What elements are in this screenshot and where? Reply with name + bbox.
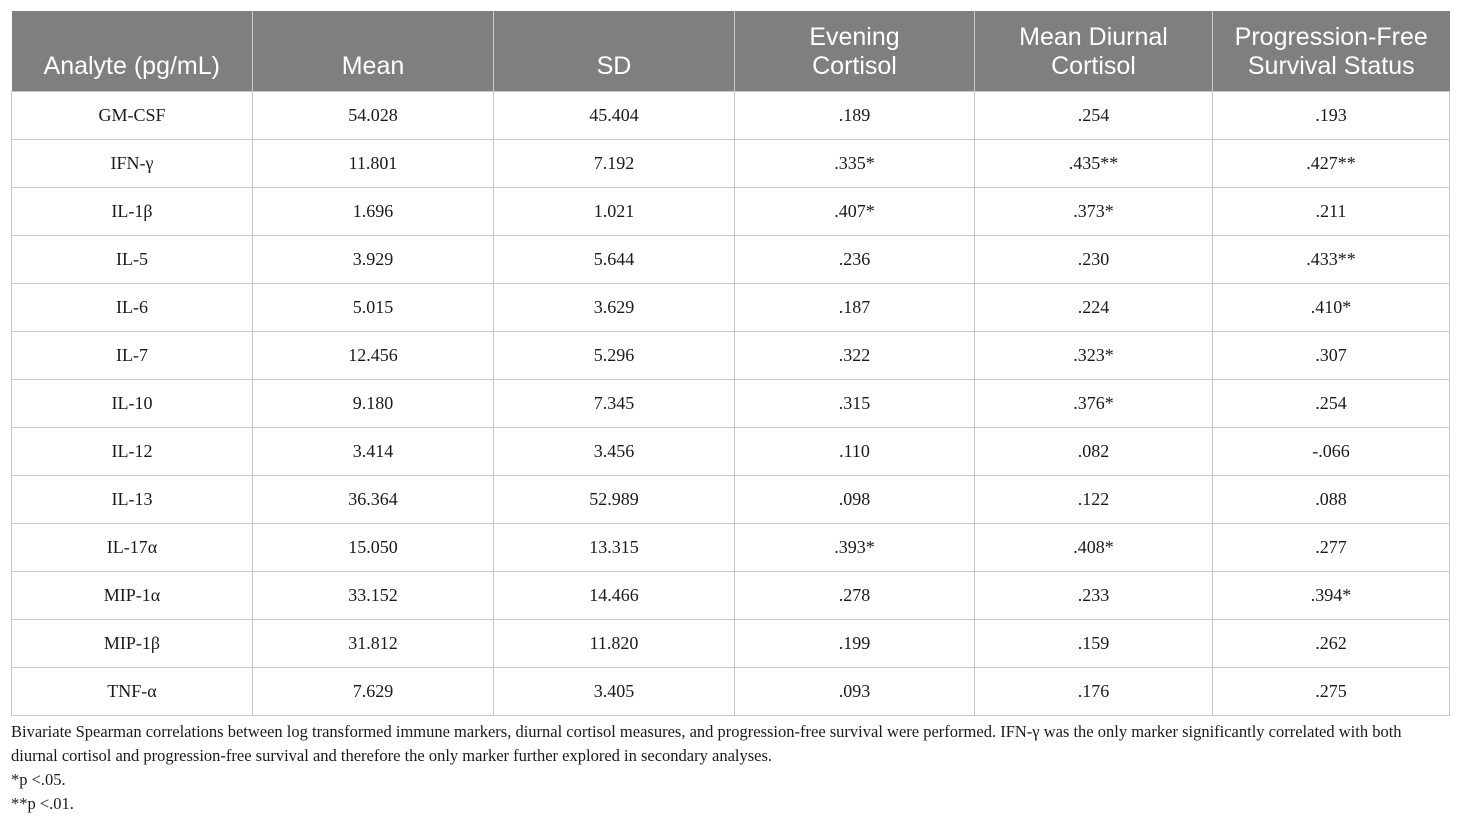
- cell-pfs-status: .410*: [1213, 283, 1450, 331]
- cell-pfs-status: .433**: [1213, 235, 1450, 283]
- table-row: [12, 139, 1450, 187]
- cell-analyte: IL-7: [12, 331, 253, 379]
- cell-mean-diurnal-cortisol: .435**: [975, 139, 1213, 187]
- cell-sd: 1.021: [494, 187, 735, 235]
- cell-sd: 3.456: [494, 427, 735, 475]
- cell-mean: 7.629: [253, 667, 494, 715]
- cell-mean-diurnal-cortisol: .176: [975, 667, 1213, 715]
- cell-mean: 11.801: [253, 139, 494, 187]
- header-sd-label: SD: [596, 51, 632, 80]
- header-mean: [253, 11, 494, 91]
- header-row: [12, 11, 1450, 91]
- cell-sd: 45.404: [494, 91, 735, 139]
- table-row: [12, 379, 1450, 427]
- cell-sd: 52.989: [494, 475, 735, 523]
- header-pfs-line1: Progression-Free: [1234, 22, 1428, 51]
- cell-sd: 5.644: [494, 235, 735, 283]
- cell-evening-cortisol: .098: [735, 475, 975, 523]
- cell-mean: 15.050: [253, 523, 494, 571]
- cell-mean: 12.456: [253, 331, 494, 379]
- cell-sd: 5.296: [494, 331, 735, 379]
- cell-analyte: GM-CSF: [12, 91, 253, 139]
- table-row: [12, 187, 1450, 235]
- cell-analyte: MIP-1α: [12, 571, 253, 619]
- table-row: [12, 523, 1450, 571]
- cell-mean-diurnal-cortisol: .159: [975, 619, 1213, 667]
- cell-analyte: IL-17α: [12, 523, 253, 571]
- cell-evening-cortisol: .187: [735, 283, 975, 331]
- cell-evening-cortisol: .236: [735, 235, 975, 283]
- cell-mean: 31.812: [253, 619, 494, 667]
- cell-mean-diurnal-cortisol: .230: [975, 235, 1213, 283]
- cell-evening-cortisol: .322: [735, 331, 975, 379]
- cell-analyte: IFN-γ: [12, 139, 253, 187]
- cell-mean-diurnal-cortisol: .323*: [975, 331, 1213, 379]
- cell-mean-diurnal-cortisol: .122: [975, 475, 1213, 523]
- cell-pfs-status: .262: [1213, 619, 1450, 667]
- cell-evening-cortisol: .110: [735, 427, 975, 475]
- cell-mean: 1.696: [253, 187, 494, 235]
- cell-analyte: IL-5: [12, 235, 253, 283]
- cell-pfs-status: .211: [1213, 187, 1450, 235]
- cell-analyte: IL-6: [12, 283, 253, 331]
- header-mean-diurnal-cortisol-line2: Cortisol: [1051, 51, 1136, 80]
- cell-analyte: MIP-1β: [12, 619, 253, 667]
- cell-evening-cortisol: .093: [735, 667, 975, 715]
- header-sd: [494, 11, 735, 91]
- footnote-significance-01: **p <.01.: [11, 794, 74, 813]
- cell-pfs-status: .088: [1213, 475, 1450, 523]
- cell-mean: 9.180: [253, 379, 494, 427]
- cell-evening-cortisol: .393*: [735, 523, 975, 571]
- cell-pfs-status: .394*: [1213, 571, 1450, 619]
- header-mean-diurnal-cortisol-line1: Mean Diurnal: [1019, 22, 1168, 51]
- cell-sd: 14.466: [494, 571, 735, 619]
- cell-pfs-status: .277: [1213, 523, 1450, 571]
- cell-mean-diurnal-cortisol: .082: [975, 427, 1213, 475]
- header-pfs-line2: Survival Status: [1247, 51, 1415, 80]
- table-row: [12, 91, 1450, 139]
- table-row: [12, 331, 1450, 379]
- cell-mean-diurnal-cortisol: .233: [975, 571, 1213, 619]
- cell-analyte: IL-13: [12, 475, 253, 523]
- table-row: [12, 235, 1450, 283]
- header-analyte: [12, 11, 253, 91]
- cell-analyte: IL-1β: [12, 187, 253, 235]
- cell-mean-diurnal-cortisol: .373*: [975, 187, 1213, 235]
- header-analyte-label: Analyte (pg/mL): [43, 51, 220, 80]
- cell-mean-diurnal-cortisol: .408*: [975, 523, 1213, 571]
- cell-sd: 13.315: [494, 523, 735, 571]
- cell-sd: 7.345: [494, 379, 735, 427]
- cell-mean: 54.028: [253, 91, 494, 139]
- header-evening-cortisol-line2: Cortisol: [812, 51, 897, 80]
- table-footnotes: [11, 720, 1451, 816]
- cell-evening-cortisol: .189: [735, 91, 975, 139]
- footnote-description: Bivariate Spearman correlations between log transformed immune markers, diurnal cortisol measures, and progression-free survival were performed. IFN-γ was the only marker significantly correlated with both diurnal cortisol and progression-free survival and therefore the only marker further explored in secondary analyses.: [11, 722, 1402, 765]
- cell-analyte: IL-10: [12, 379, 253, 427]
- table-row: [12, 619, 1450, 667]
- cell-sd: 7.192: [494, 139, 735, 187]
- cell-sd: 3.405: [494, 667, 735, 715]
- cell-analyte: TNF-α: [12, 667, 253, 715]
- cell-sd: 11.820: [494, 619, 735, 667]
- cell-evening-cortisol: .199: [735, 619, 975, 667]
- cell-pfs-status: .275: [1213, 667, 1450, 715]
- data-table-container: [11, 11, 1449, 716]
- cell-pfs-status: .307: [1213, 331, 1450, 379]
- cell-pfs-status: .427**: [1213, 139, 1450, 187]
- cell-evening-cortisol: .407*: [735, 187, 975, 235]
- cell-evening-cortisol: .278: [735, 571, 975, 619]
- header-progression-free-survival: [1213, 11, 1450, 91]
- table-header: [12, 11, 1450, 91]
- cell-pfs-status: .193: [1213, 91, 1450, 139]
- cell-evening-cortisol: .335*: [735, 139, 975, 187]
- header-evening-cortisol-line1: Evening: [809, 22, 900, 51]
- table-row: [12, 283, 1450, 331]
- cell-mean-diurnal-cortisol: .224: [975, 283, 1213, 331]
- footnote-significance-05: *p <.05.: [11, 770, 66, 789]
- table-row: [12, 667, 1450, 715]
- cell-sd: 3.629: [494, 283, 735, 331]
- cell-mean-diurnal-cortisol: .254: [975, 91, 1213, 139]
- table-row: [12, 427, 1450, 475]
- cell-mean-diurnal-cortisol: .376*: [975, 379, 1213, 427]
- cell-analyte: IL-12: [12, 427, 253, 475]
- cell-evening-cortisol: .315: [735, 379, 975, 427]
- table-row: [12, 475, 1450, 523]
- header-evening-cortisol: [735, 11, 975, 91]
- cell-pfs-status: .254: [1213, 379, 1450, 427]
- header-mean-diurnal-cortisol: [975, 11, 1213, 91]
- analyte-correlation-table: [11, 11, 1450, 716]
- cell-pfs-status: -.066: [1213, 427, 1450, 475]
- table-body: [12, 91, 1450, 715]
- cell-mean: 3.414: [253, 427, 494, 475]
- cell-mean: 36.364: [253, 475, 494, 523]
- cell-mean: 3.929: [253, 235, 494, 283]
- table-row: [12, 571, 1450, 619]
- header-mean-label: Mean: [341, 51, 405, 80]
- cell-mean: 33.152: [253, 571, 494, 619]
- cell-mean: 5.015: [253, 283, 494, 331]
